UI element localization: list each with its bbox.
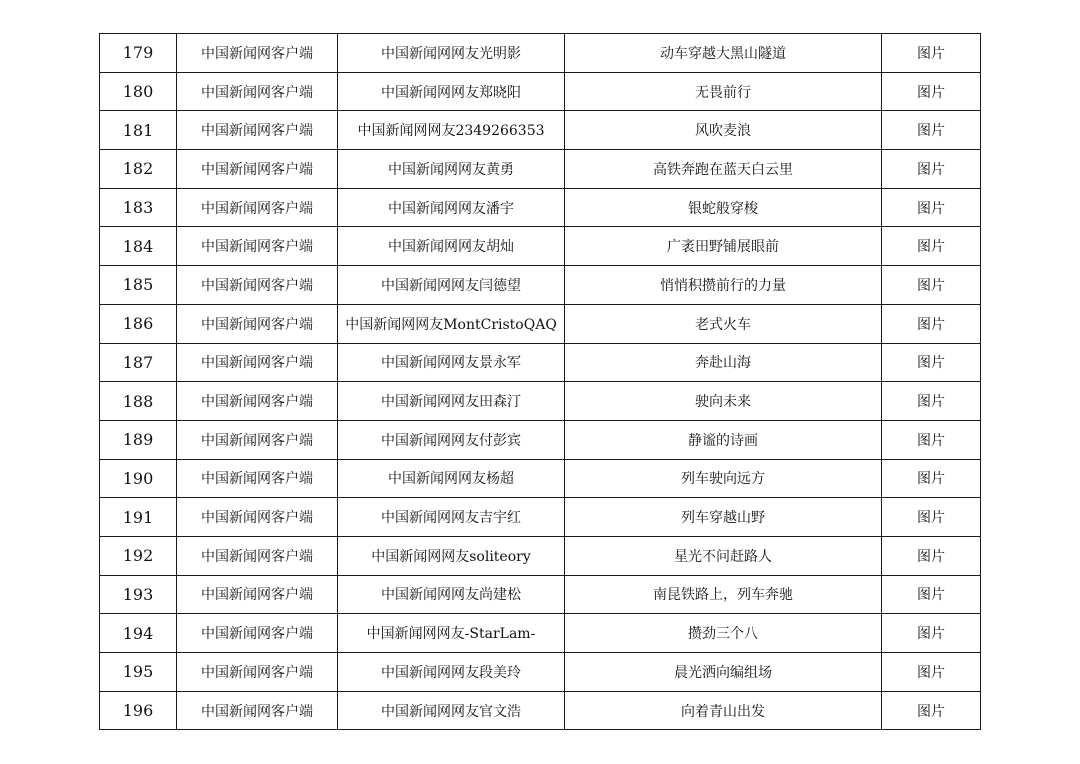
work-title: 列车驶向远方 [565,459,882,498]
author-name: 中国新闻网网友2349266353 [338,111,565,150]
author-name: 中国新闻网网友-StarLam- [338,614,565,653]
platform-name: 中国新闻网客户端 [177,34,338,73]
platform-name: 中国新闻网客户端 [177,343,338,382]
work-title: 驶向未来 [565,382,882,421]
work-title: 悄悄积攒前行的力量 [565,266,882,305]
table-row [100,498,981,537]
table-row [100,266,981,305]
platform-name: 中国新闻网客户端 [177,72,338,111]
work-type: 图片 [882,691,981,730]
author-name: 中国新闻网网友郑晓阳 [338,72,565,111]
entries-table-body [100,34,981,730]
work-title: 高铁奔跑在蓝天白云里 [565,150,882,189]
table-row [100,536,981,575]
work-title: 南昆铁路上，列车奔驰 [565,575,882,614]
entries-table [99,33,981,730]
work-type: 图片 [882,150,981,189]
author-name: 中国新闻网网友吉宇红 [338,498,565,537]
author-name: 中国新闻网网友黄勇 [338,150,565,189]
entry-number: 191 [100,498,177,537]
work-type: 图片 [882,304,981,343]
entry-number: 196 [100,691,177,730]
platform-name: 中国新闻网客户端 [177,691,338,730]
platform-name: 中国新闻网客户端 [177,227,338,266]
work-type: 图片 [882,498,981,537]
platform-name: 中国新闻网客户端 [177,420,338,459]
work-type: 图片 [882,653,981,692]
table-row [100,614,981,653]
platform-name: 中国新闻网客户端 [177,459,338,498]
table-row [100,34,981,73]
work-title: 奔赴山海 [565,343,882,382]
platform-name: 中国新闻网客户端 [177,653,338,692]
table-row [100,653,981,692]
entry-number: 194 [100,614,177,653]
work-type: 图片 [882,459,981,498]
work-title: 动车穿越大黑山隧道 [565,34,882,73]
table-row [100,150,981,189]
entry-number: 190 [100,459,177,498]
entry-number: 192 [100,536,177,575]
author-name: 中国新闻网网友杨超 [338,459,565,498]
table-row [100,459,981,498]
author-name: 中国新闻网网友MontCristoQAQ [338,304,565,343]
work-title: 老式火车 [565,304,882,343]
work-title: 广袤田野铺展眼前 [565,227,882,266]
work-title: 列车穿越山野 [565,498,882,537]
author-name: 中国新闻网网友尚建松 [338,575,565,614]
entry-number: 188 [100,382,177,421]
work-type: 图片 [882,266,981,305]
work-title: 静谧的诗画 [565,420,882,459]
table-row [100,111,981,150]
table-row [100,227,981,266]
platform-name: 中国新闻网客户端 [177,111,338,150]
platform-name: 中国新闻网客户端 [177,150,338,189]
platform-name: 中国新闻网客户端 [177,536,338,575]
entry-number: 182 [100,150,177,189]
work-title: 晨光洒向编组场 [565,653,882,692]
author-name: 中国新闻网网友付彭宾 [338,420,565,459]
platform-name: 中国新闻网客户端 [177,614,338,653]
platform-name: 中国新闻网客户端 [177,382,338,421]
author-name: 中国新闻网网友段美玲 [338,653,565,692]
table-row [100,691,981,730]
platform-name: 中国新闻网客户端 [177,266,338,305]
work-type: 图片 [882,536,981,575]
author-name: 中国新闻网网友soliteory [338,536,565,575]
platform-name: 中国新闻网客户端 [177,188,338,227]
work-type: 图片 [882,111,981,150]
work-title: 无畏前行 [565,72,882,111]
work-type: 图片 [882,188,981,227]
work-type: 图片 [882,420,981,459]
author-name: 中国新闻网网友景永军 [338,343,565,382]
table-row [100,575,981,614]
entry-number: 189 [100,420,177,459]
author-name: 中国新闻网网友田森汀 [338,382,565,421]
entry-number: 195 [100,653,177,692]
entry-number: 186 [100,304,177,343]
work-type: 图片 [882,575,981,614]
entry-number: 185 [100,266,177,305]
platform-name: 中国新闻网客户端 [177,304,338,343]
work-title: 向着青山出发 [565,691,882,730]
work-type: 图片 [882,382,981,421]
table-row [100,72,981,111]
entry-number: 180 [100,72,177,111]
table-row [100,304,981,343]
work-title: 星光不问赶路人 [565,536,882,575]
platform-name: 中国新闻网客户端 [177,575,338,614]
work-type: 图片 [882,227,981,266]
author-name: 中国新闻网网友光明影 [338,34,565,73]
entry-number: 193 [100,575,177,614]
work-type: 图片 [882,343,981,382]
work-type: 图片 [882,614,981,653]
entry-number: 183 [100,188,177,227]
work-type: 图片 [882,72,981,111]
work-title: 银蛇般穿梭 [565,188,882,227]
entry-number: 181 [100,111,177,150]
table-row [100,382,981,421]
entry-number: 179 [100,34,177,73]
author-name: 中国新闻网网友官文浩 [338,691,565,730]
author-name: 中国新闻网网友胡灿 [338,227,565,266]
author-name: 中国新闻网网友潘宇 [338,188,565,227]
work-title: 攒劲三个八 [565,614,882,653]
table-row [100,343,981,382]
work-title: 风吹麦浪 [565,111,882,150]
author-name: 中国新闻网网友闫德望 [338,266,565,305]
entry-number: 184 [100,227,177,266]
entry-number: 187 [100,343,177,382]
table-row [100,420,981,459]
work-type: 图片 [882,34,981,73]
platform-name: 中国新闻网客户端 [177,498,338,537]
table-row [100,188,981,227]
